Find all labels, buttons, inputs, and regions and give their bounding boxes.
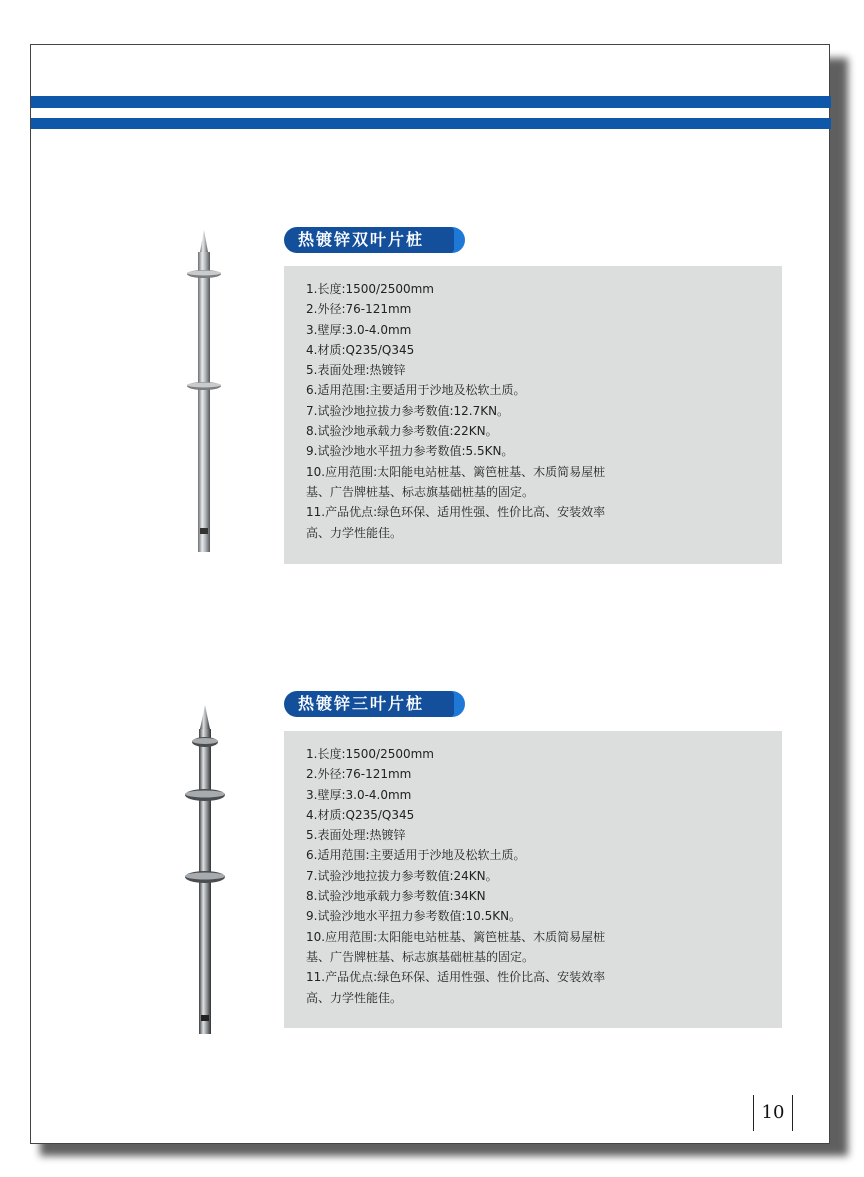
catalog-page (30, 44, 830, 1144)
header-band-top (31, 96, 831, 108)
section-title: 热镀锌双叶片桩 (284, 227, 454, 253)
spec-item: 10.应用范围:太阳能电站桩基、篱笆桩基、木质简易屋桩 (306, 464, 606, 479)
section-title: 热镀锌三叶片桩 (284, 691, 454, 717)
spec-item: 3.壁厚:3.0-4.0mm (306, 322, 412, 337)
spec-item: 基、广告牌桩基、标志旗基础桩基的固定。 (306, 949, 535, 964)
spec-list (284, 731, 782, 1008)
spec-item: 2.外径:76-121mm (306, 767, 412, 782)
spec-box (284, 731, 782, 1028)
spec-box (284, 266, 782, 564)
spec-item: 5.表面处理:热镀锌 (306, 828, 406, 843)
spec-item: 6.适用范围:主要适用于沙地及松软土质。 (306, 848, 526, 863)
triple-blade-pile-image (179, 705, 229, 1037)
spec-item: 5.表面处理:热镀锌 (306, 363, 406, 378)
spec-item: 3.壁厚:3.0-4.0mm (306, 787, 412, 802)
spec-item: 1.长度:1500/2500mm (306, 747, 434, 761)
spec-item: 2.外径:76-121mm (306, 302, 412, 317)
spec-item: 高、力学性能佳。 (306, 990, 403, 1005)
spec-item: 基、广告牌桩基、标志旗基础桩基的固定。 (306, 484, 535, 499)
spec-item: 9.试验沙地水平扭力参考数值:5.5KN。 (306, 444, 514, 459)
spec-item: 9.试验沙地水平扭力参考数值:10.5KN。 (306, 909, 522, 924)
spec-list (284, 266, 782, 543)
header-band-bottom (31, 118, 831, 129)
spec-item: 11.产品优点:绿色环保、适用性强、性价比高、安装效率 (306, 970, 606, 985)
spec-item: 4.材质:Q235/Q345 (306, 342, 415, 357)
section-title-pill (284, 227, 464, 253)
spec-item: 4.材质:Q235/Q345 (306, 807, 415, 822)
spec-item: 10.应用范围:太阳能电站桩基、篱笆桩基、木质简易屋桩 (306, 929, 606, 944)
spec-item: 1.长度:1500/2500mm (306, 282, 434, 296)
double-blade-pile-image (179, 230, 229, 555)
spec-item: 8.试验沙地承载力参考数值:22KN。 (306, 424, 498, 439)
spec-item: 高、力学性能佳。 (306, 525, 403, 540)
section-title-pill (284, 691, 464, 717)
spec-item: 11.产品优点:绿色环保、适用性强、性价比高、安装效率 (306, 505, 606, 520)
spec-item: 7.试验沙地拉拔力参考数值:24KN。 (306, 868, 498, 883)
spec-item: 6.适用范围:主要适用于沙地及松软土质。 (306, 383, 526, 398)
page-number: 10 (753, 1095, 793, 1131)
spec-item: 8.试验沙地承载力参考数值:34KN (306, 889, 486, 904)
spec-item: 7.试验沙地拉拔力参考数值:12.7KN。 (306, 403, 510, 418)
